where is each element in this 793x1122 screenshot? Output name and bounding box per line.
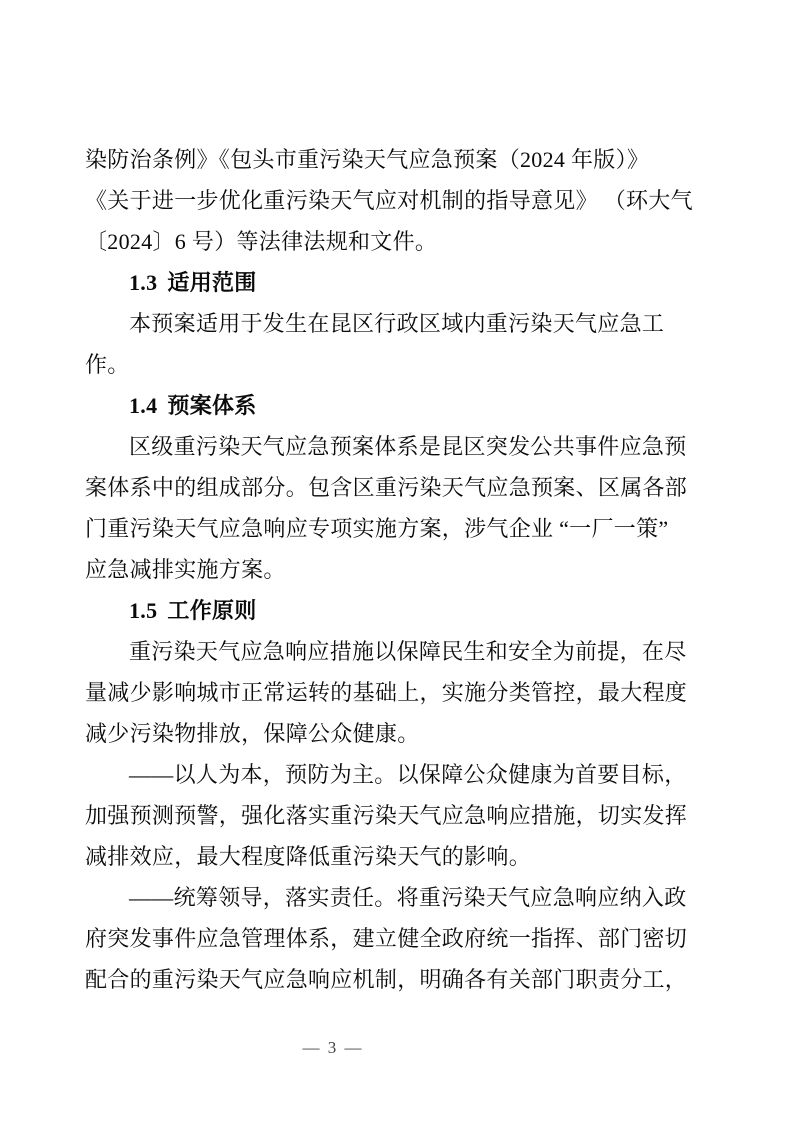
text-line: 〔2024〕6 号）等法律法规和文件。 bbox=[85, 229, 438, 254]
section-number: 1.4 bbox=[129, 393, 158, 418]
text-line: 区级重污染天气应急预案体系是昆区突发公共事件应急预 bbox=[129, 434, 687, 459]
text-line: 《关于进一步优化重污染天气应对机制的指导意见》 （环大气 bbox=[85, 188, 693, 213]
page-number: — 3 — bbox=[302, 1038, 364, 1057]
text-line: 门重污染天气应急响应专项实施方案，涉气企业 “一厂一策” bbox=[85, 516, 669, 541]
section-title: 适用范围 bbox=[167, 270, 257, 295]
section-number: 1.3 bbox=[129, 270, 158, 295]
section-heading-1-3 bbox=[85, 262, 701, 303]
text-line: 量减少影响城市正常运转的基础上，实施分类管控，最大程度 bbox=[85, 680, 688, 705]
text-line: 加强预测预警，强化落实重污染天气应急响应措施，切实发挥 bbox=[85, 803, 688, 828]
text-line: 减少污染物排放，保障公众健康。 bbox=[85, 721, 420, 746]
text-line: 染防治条例》《包头市重污染天气应急预案（2024 年版）》 bbox=[85, 147, 650, 172]
text-line: 案体系中的组成部分。包含区重污染天气应急预案、区属各部 bbox=[85, 475, 688, 500]
section-title: 预案体系 bbox=[167, 393, 257, 418]
section-heading-1-5 bbox=[85, 590, 701, 631]
text-line: 配合的重污染天气应急响应机制，明确各有关部门职责分工， bbox=[85, 967, 688, 992]
text-line: 应急减排实施方案。 bbox=[85, 557, 286, 582]
text-line: 作。 bbox=[85, 352, 130, 377]
text-line: 本预案适用于发生在昆区行政区域内重污染天气应急工 bbox=[129, 311, 665, 336]
section-heading-1-4 bbox=[85, 385, 701, 426]
section-title: 工作原则 bbox=[167, 598, 257, 623]
document-content bbox=[85, 139, 701, 1000]
section-number: 1.5 bbox=[129, 598, 158, 623]
text-line: 重污染天气应急响应措施以保障民生和安全为前提，在尽 bbox=[129, 639, 687, 664]
text-line: 减排效应，最大程度降低重污染天气的影响。 bbox=[85, 844, 532, 869]
text-line: ——统筹领导，落实责任。将重污染天气应急响应纳入政 bbox=[129, 885, 687, 910]
text-line: 府突发事件应急管理体系，建立健全政府统一指挥、部门密切 bbox=[85, 926, 688, 951]
text-line: ——以人为本，预防为主。以保障公众健康为首要目标， bbox=[129, 762, 687, 787]
